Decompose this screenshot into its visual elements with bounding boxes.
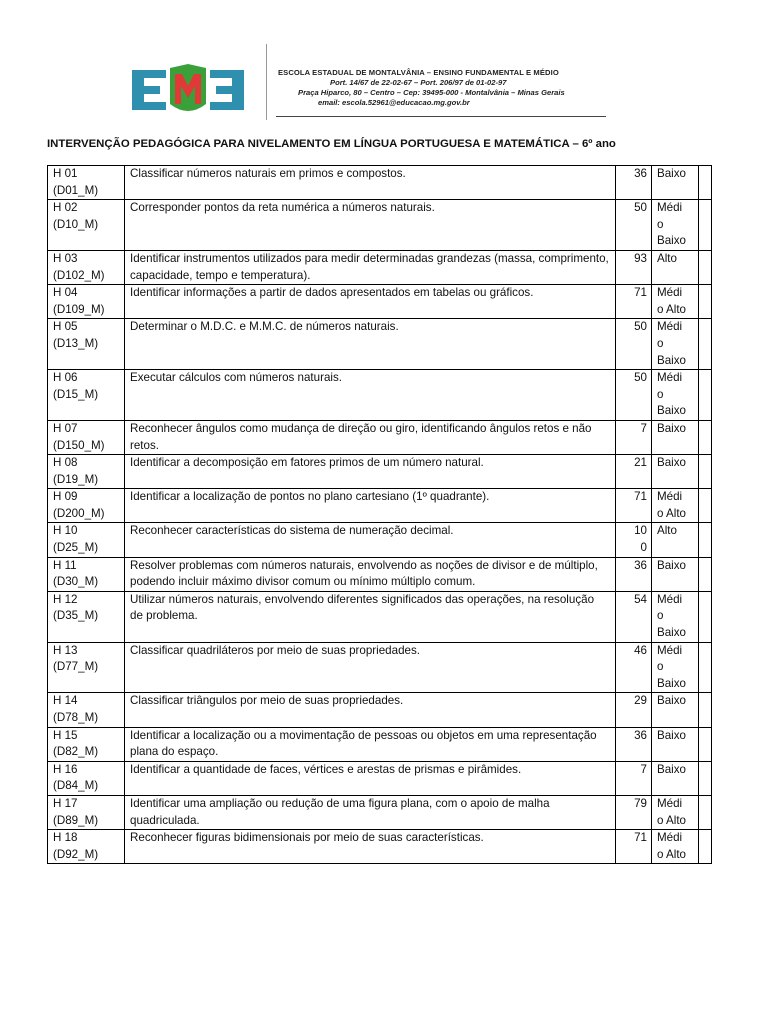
skill-level: Médi o Baixo: [652, 200, 699, 251]
table-row: [48, 642, 712, 693]
skill-description: Identificar a decomposição em fatores primos de um número natural.: [125, 455, 616, 489]
skill-description: Classificar triângulos por meio de suas propriedades.: [125, 693, 616, 727]
skill-percent: 50: [616, 319, 652, 370]
table-row: [48, 523, 712, 557]
skill-level: Médi o Alto: [652, 285, 699, 319]
skill-code: [48, 319, 125, 370]
blank-cell: [699, 727, 712, 761]
skill-level: Médi o Alto: [652, 830, 699, 864]
table-row: [48, 557, 712, 591]
skill-description: Classificar quadriláteros por meio de suas propriedades.: [125, 642, 616, 693]
skill-code-h: H 06: [53, 371, 78, 385]
skill-level: Alto: [652, 523, 699, 557]
table-row: [48, 370, 712, 421]
skill-description: Reconhecer figuras bidimensionais por meio de suas características.: [125, 830, 616, 864]
skill-code: [48, 591, 125, 642]
skill-code-h: H 01: [53, 167, 78, 180]
skill-description: Identificar a localização de pontos no plano cartesiano (1º quadrante).: [125, 489, 616, 523]
skill-description: Determinar o M.D.C. e M.M.C. de números naturais.: [125, 319, 616, 370]
skill-code-h: H 02: [53, 201, 78, 215]
skill-code-d: (D84_M): [53, 779, 99, 793]
skill-code-h: H 12: [53, 592, 78, 606]
table-row: [48, 489, 712, 523]
blank-cell: [699, 642, 712, 693]
table-row: [48, 285, 712, 319]
blank-cell: [699, 761, 712, 795]
table-row: [48, 166, 712, 200]
blank-cell: [699, 489, 712, 523]
skill-percent: 7: [616, 420, 652, 454]
skill-code: [48, 250, 125, 284]
skill-code-h: H 08: [53, 456, 78, 470]
skill-percent: 36: [616, 557, 652, 591]
blank-cell: [699, 250, 712, 284]
skill-code-h: H 13: [53, 643, 78, 657]
skill-code: [48, 455, 125, 489]
skill-code-h: H 18: [53, 831, 78, 845]
skill-code: [48, 489, 125, 523]
blank-cell: [699, 455, 712, 489]
table-row: [48, 761, 712, 795]
school-address: Praça Hiparco, 80 – Centro – Cep: 39495-000 - Montalvânia – Minas Gerais: [298, 88, 565, 97]
skill-description: Resolver problemas com números naturais, envolvendo as noções de divisor e de múltiplo, podendo incluir máximo divisor comum ou mínimo múltiplo comum.: [125, 557, 616, 591]
skill-level: Baixo: [652, 420, 699, 454]
skill-level: Médi o Alto: [652, 489, 699, 523]
skill-code-d: (D78_M): [53, 711, 99, 724]
skill-code: [48, 642, 125, 693]
skill-code-d: (D25_M): [53, 541, 99, 555]
skill-code-d: (D82_M): [53, 745, 99, 759]
skill-level: Baixo: [652, 761, 699, 795]
skill-code-h: H 05: [53, 320, 78, 334]
skill-code: [48, 761, 125, 795]
skill-level: Médi o Alto: [652, 795, 699, 829]
skill-percent: 36: [616, 166, 652, 200]
skill-level: Baixo: [652, 727, 699, 761]
skill-percent: 71: [616, 489, 652, 523]
skill-description: Identificar informações a partir de dados apresentados em tabelas ou gráficos.: [125, 285, 616, 319]
table-row: [48, 455, 712, 489]
skill-level: Baixo: [652, 693, 699, 727]
table-row: [48, 727, 712, 761]
table-row: [48, 830, 712, 864]
skill-percent: 46: [616, 642, 652, 693]
skill-code: [48, 370, 125, 421]
header-divider: [266, 44, 267, 120]
table-row: [48, 420, 712, 454]
document-title: INTERVENÇÃO PEDAGÓGICA PARA NIVELAMENTO EM LÍNGUA PORTUGUESA E MATEMÁTICA – 6º ano: [47, 138, 616, 150]
skill-level: Alto: [652, 250, 699, 284]
skill-code: [48, 166, 125, 200]
skill-percent: 50: [616, 370, 652, 421]
school-portaria: Port. 14/67 de 22-02-67 – Port. 206/97 de 01-02-97: [330, 78, 507, 87]
skill-code: [48, 693, 125, 727]
blank-cell: [699, 523, 712, 557]
table-row: [48, 693, 712, 727]
skill-code-d: (D13_M): [53, 336, 99, 350]
skill-code-h: H 17: [53, 796, 78, 810]
blank-cell: [699, 166, 712, 200]
skill-code: [48, 830, 125, 864]
skill-level: Baixo: [652, 557, 699, 591]
skill-code-d: (D19_M): [53, 472, 99, 486]
skill-code-d: (D10_M): [53, 217, 99, 231]
table-row: [48, 591, 712, 642]
skill-code-h: H 11: [53, 558, 77, 572]
school-header: [126, 44, 626, 124]
skill-code: [48, 727, 125, 761]
skill-level: Baixo: [652, 455, 699, 489]
skill-description: Identificar instrumentos utilizados para medir determinadas grandezas (massa, comprimento, capacidade, tempo e temperatura).: [125, 250, 616, 284]
skill-description: Utilizar números naturais, envolvendo diferentes significados das operações, na resolução de problema.: [125, 591, 616, 642]
skill-description: Corresponder pontos da reta numérica a números naturais.: [125, 200, 616, 251]
skill-code: [48, 557, 125, 591]
skill-code-d: (D15_M): [53, 387, 99, 401]
blank-cell: [699, 285, 712, 319]
school-email: email: escola.52961@educacao.mg.gov.br: [318, 98, 470, 107]
skill-code-d: (D01_M): [53, 183, 99, 197]
skill-percent: 71: [616, 830, 652, 864]
skill-code-h: H 07: [53, 421, 78, 435]
skill-code-d: (D200_M): [53, 506, 105, 520]
table-row: [48, 319, 712, 370]
skill-code-d: (D109_M): [53, 302, 105, 316]
skill-code-d: (D89_M): [53, 813, 99, 827]
table-row: [48, 200, 712, 251]
skill-code-h: H 16: [53, 762, 78, 776]
skill-percent: 29: [616, 693, 652, 727]
header-underline: [276, 116, 606, 117]
skill-description: Identificar a localização ou a movimentação de pessoas ou objetos em uma representação plana do espaço.: [125, 727, 616, 761]
blank-cell: [699, 420, 712, 454]
skill-level: Baixo: [652, 166, 699, 200]
school-logo: [130, 64, 246, 116]
skill-percent: 7: [616, 761, 652, 795]
skill-code-h: H 14: [53, 694, 78, 708]
blank-cell: [699, 557, 712, 591]
skill-code-d: (D77_M): [53, 660, 99, 674]
skill-code: [48, 200, 125, 251]
skill-description: Reconhecer ângulos como mudança de direção ou giro, identificando ângulos retos e não retos.: [125, 420, 616, 454]
blank-cell: [699, 830, 712, 864]
skill-description: Reconhecer características do sistema de numeração decimal.: [125, 523, 616, 557]
skill-percent: 36: [616, 727, 652, 761]
skill-level: Médi o Baixo: [652, 642, 699, 693]
skill-percent: 54: [616, 591, 652, 642]
skill-code: [48, 795, 125, 829]
skill-code-d: (D102_M): [53, 268, 105, 282]
school-name: ESCOLA ESTADUAL DE MONTALVÂNIA – ENSINO FUNDAMENTAL E MÉDIO: [278, 68, 559, 77]
skill-level: Médi o Baixo: [652, 319, 699, 370]
blank-cell: [699, 591, 712, 642]
skill-code-d: (D150_M): [53, 438, 105, 452]
skill-percent: 10 0: [616, 523, 652, 557]
school-info: [278, 68, 618, 108]
skill-percent: 79: [616, 795, 652, 829]
blank-cell: [699, 370, 712, 421]
skill-description: Classificar números naturais em primos e compostos.: [125, 166, 616, 200]
skill-code-h: H 15: [53, 728, 78, 742]
skill-percent: 71: [616, 285, 652, 319]
skill-code-d: (D35_M): [53, 609, 99, 623]
skill-level: Médi o Baixo: [652, 591, 699, 642]
skill-description: Executar cálculos com números naturais.: [125, 370, 616, 421]
blank-cell: [699, 319, 712, 370]
skill-percent: 21: [616, 455, 652, 489]
skill-code-h: H 04: [53, 286, 78, 300]
skill-code-d: (D30_M): [53, 575, 99, 589]
table-row: [48, 795, 712, 829]
blank-cell: [699, 693, 712, 727]
blank-cell: [699, 795, 712, 829]
skill-description: Identificar uma ampliação ou redução de uma figura plana, com o apoio de malha quadriculada.: [125, 795, 616, 829]
skill-code: [48, 523, 125, 557]
skill-code-h: H 09: [53, 490, 78, 504]
skill-code: [48, 420, 125, 454]
skill-level: Médi o Baixo: [652, 370, 699, 421]
skill-code-h: H 03: [53, 251, 78, 265]
skill-code-h: H 10: [53, 524, 78, 538]
skill-description: Identificar a quantidade de faces, vértices e arestas de prismas e pirâmides.: [125, 761, 616, 795]
skill-percent: 93: [616, 250, 652, 284]
skill-code-d: (D92_M): [53, 847, 99, 861]
skill-percent: 50: [616, 200, 652, 251]
skill-code: [48, 285, 125, 319]
table-row: [48, 250, 712, 284]
skills-table: [47, 165, 712, 864]
blank-cell: [699, 200, 712, 251]
